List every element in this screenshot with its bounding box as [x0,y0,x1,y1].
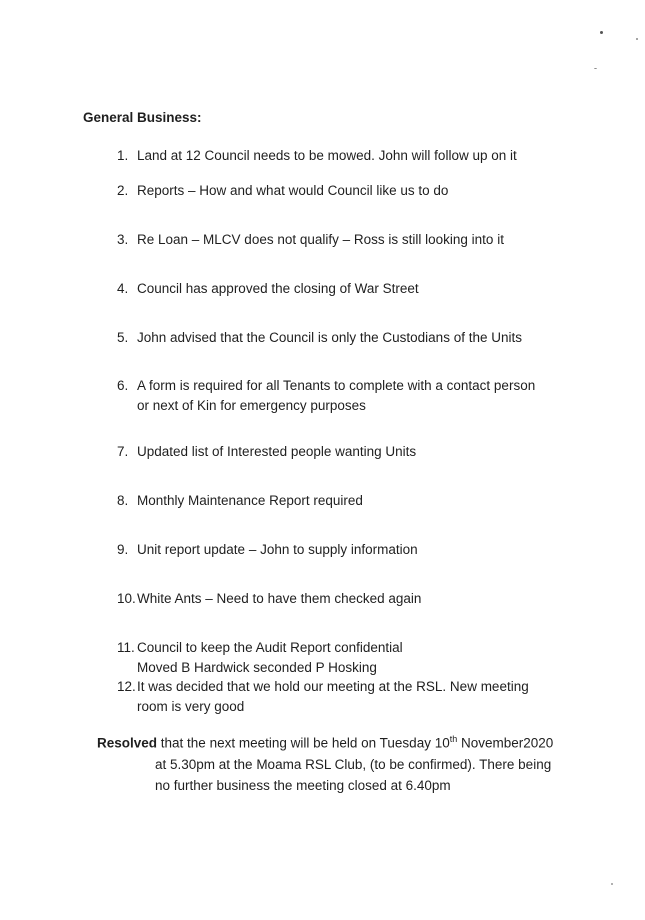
scan-speck [636,38,638,40]
resolution-line-1-end: November2020 [457,735,554,751]
item-number: 7. [117,444,129,459]
item-text: Reports – How and what would Council like us to do [137,183,449,198]
list-item [117,146,587,166]
item-text: Updated list of Interested people wanting Units [137,444,417,459]
item-number: 4. [117,281,129,296]
resolution-line-1: that the next meeting will be held on Tuesday 10 [157,735,450,751]
resolution-line-2: at 5.30pm at the Moama RSL Club, (to be confirmed). There being [155,756,552,772]
item-text: Land at 12 Council needs to be mowed. John will follow up on it [137,148,517,163]
item-text: Council has approved the closing of War Street [137,281,419,296]
ordinal-suffix: th [449,734,458,744]
list-item [117,589,587,609]
list-item [117,230,587,250]
item-number: 9. [117,542,129,557]
item-number: 8. [117,493,129,508]
item-number: 6. [117,378,129,393]
item-continuation: or next of Kin for emergency purposes [137,398,366,413]
item-number: 12. [117,679,136,694]
item-number: 2. [117,183,129,198]
item-text: White Ants – Need to have them checked again [137,591,422,606]
item-number: 1. [117,148,129,163]
item-continuation: room is very good [137,699,245,714]
resolution-paragraph [97,729,587,796]
list-item [117,376,587,416]
resolution-line-3: no further business the meeting closed at 6.40pm [155,777,451,793]
item-text: Re Loan – MLCV does not qualify – Ross is still looking into it [137,232,504,247]
item-number: 11. [117,640,135,655]
item-continuation: Moved B Hardwick seconded P Hosking [137,660,377,675]
scan-speck [594,68,597,69]
list-item [117,638,587,678]
item-text: Monthly Maintenance Report required [137,493,363,508]
list-item [117,442,587,462]
list-item [117,677,587,717]
list-item [117,540,587,560]
item-number: 5. [117,330,129,345]
list-item [117,328,587,348]
item-text: A form is required for all Tenants to complete with a contact person [137,378,536,393]
section-heading: General Business: [83,110,202,125]
item-text: John advised that the Council is only the Custodians of the Units [137,330,522,345]
list-item [117,279,587,299]
list-item [117,181,587,201]
item-text: Unit report update – John to supply information [137,542,418,557]
resolved-keyword: Resolved [97,735,158,751]
list-item [117,491,587,511]
scan-speck [611,883,613,885]
item-number: 3. [117,232,129,247]
item-text: It was decided that we hold our meeting at the RSL. New meeting [137,679,529,694]
scan-speck [600,31,603,34]
item-number: 10. [117,591,136,606]
item-text: Council to keep the Audit Report confidential [137,640,403,655]
